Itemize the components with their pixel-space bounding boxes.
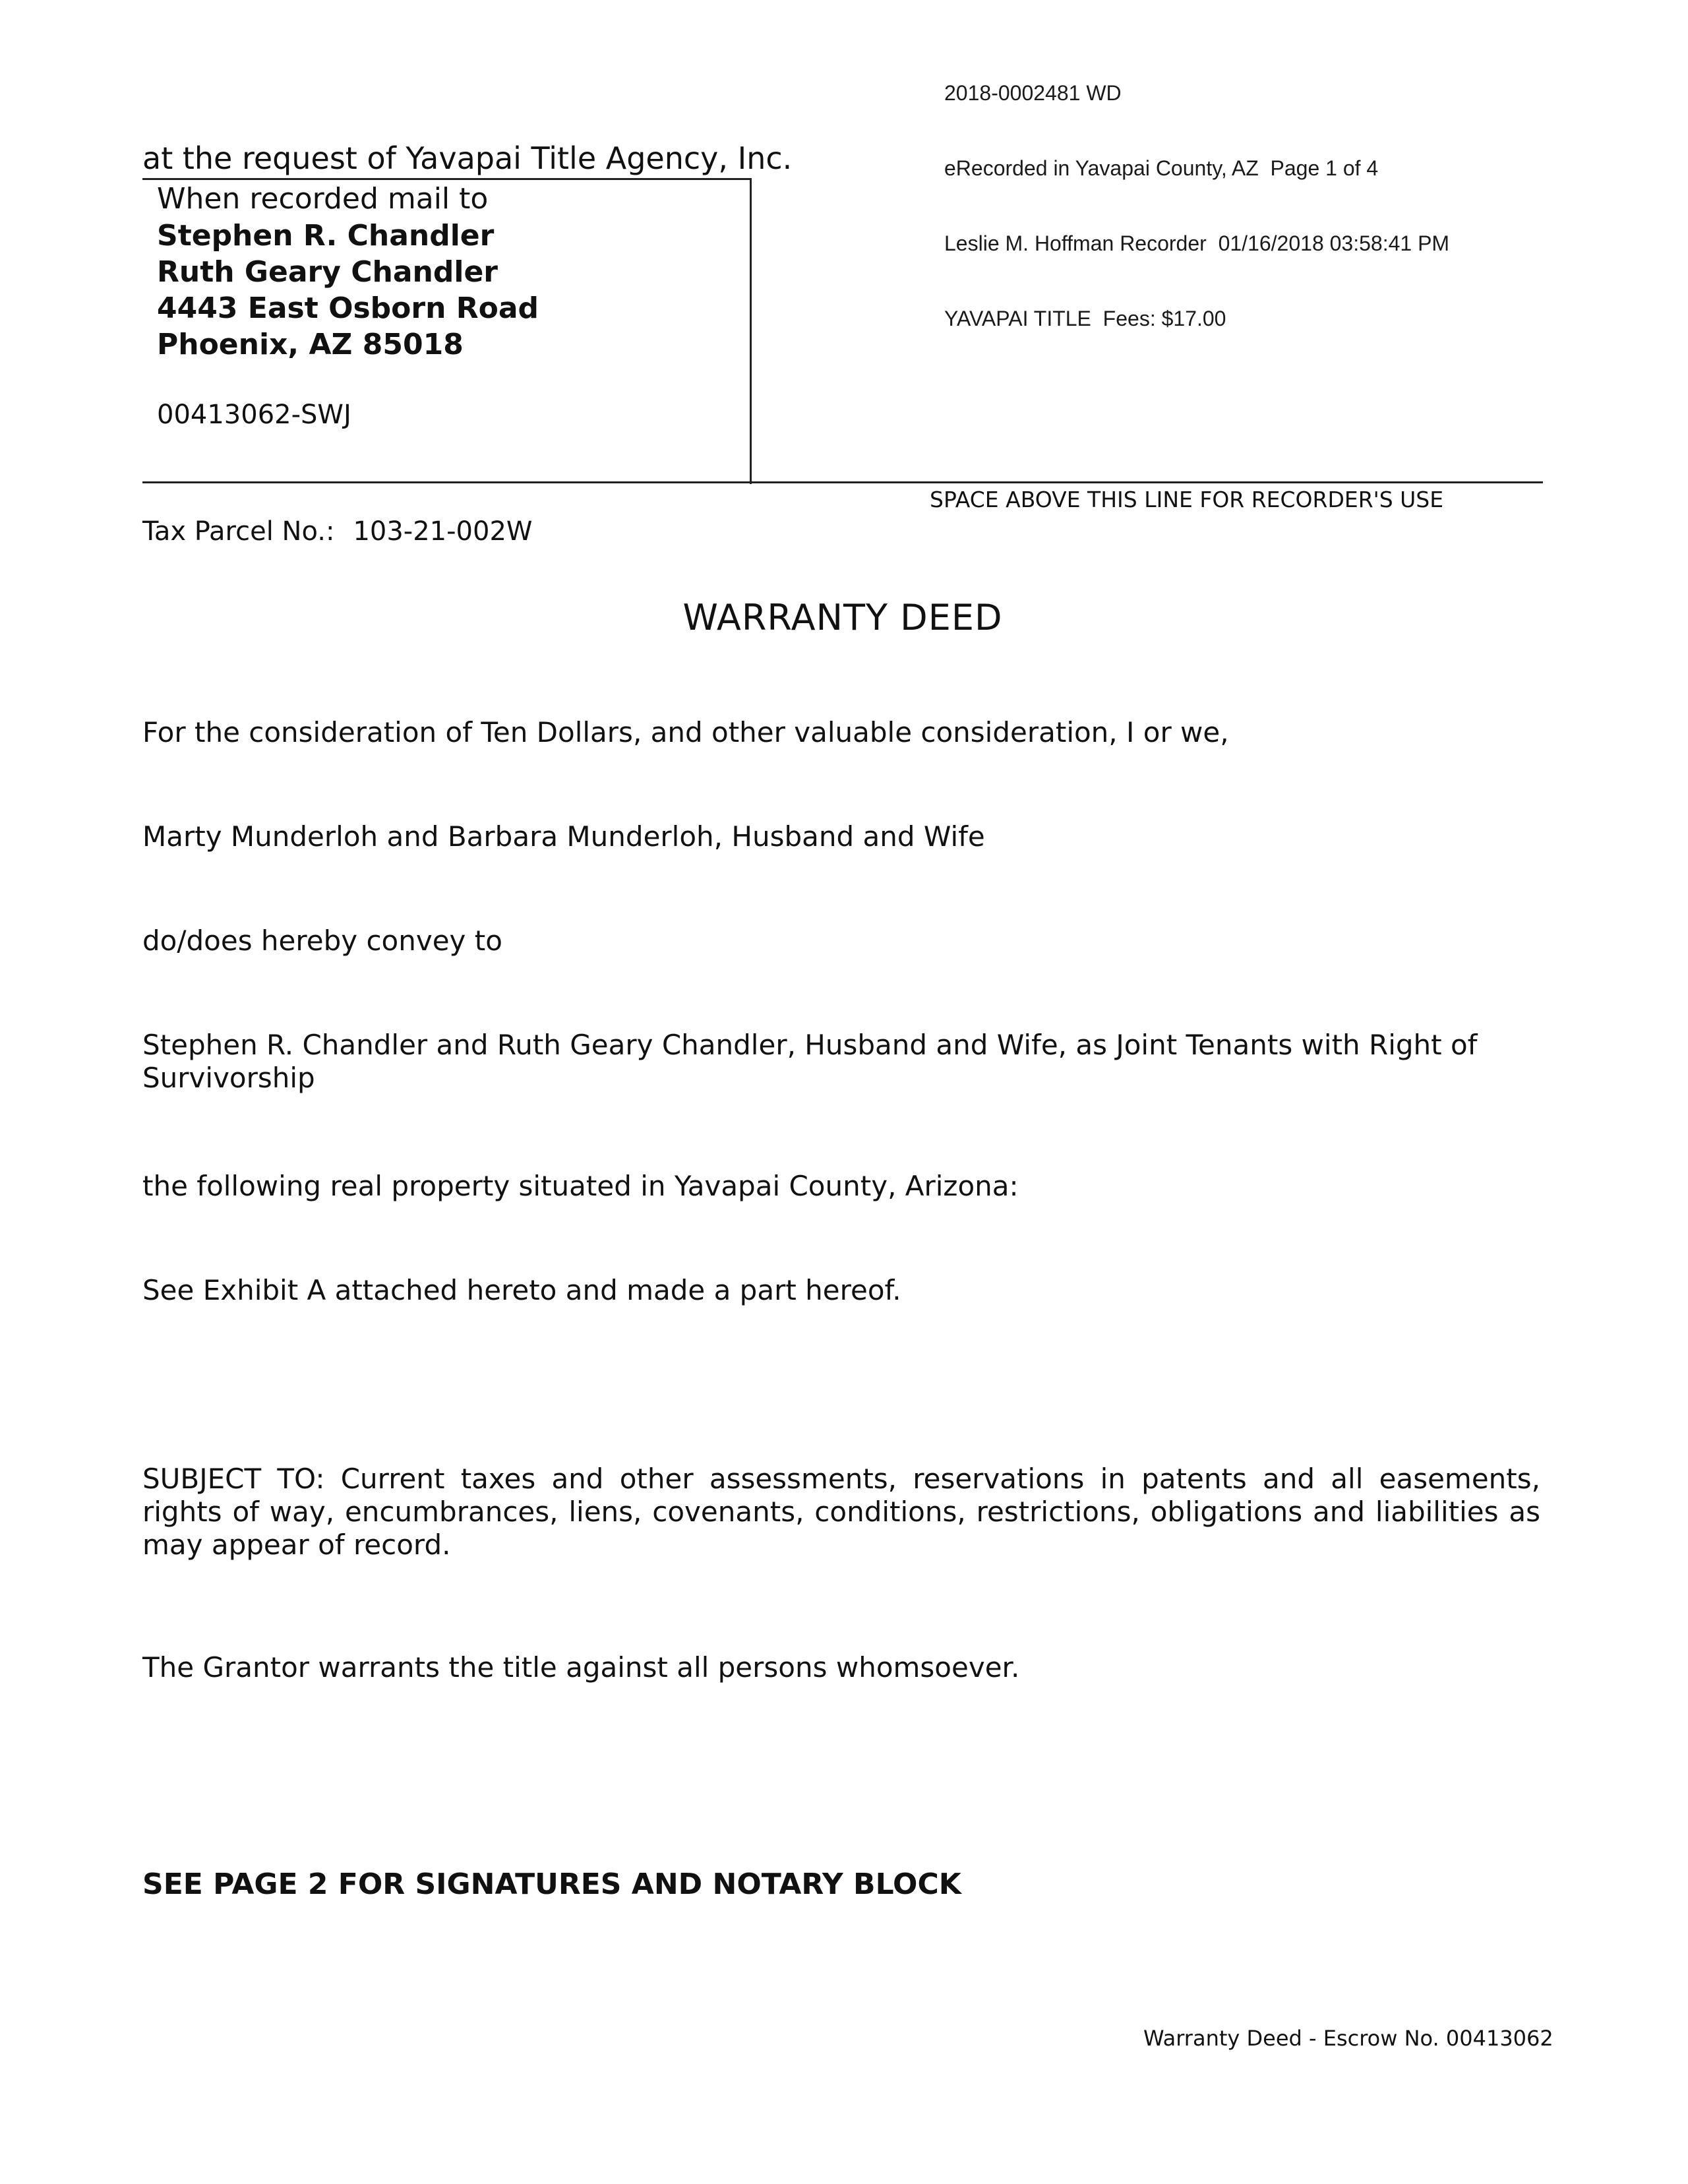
tax-parcel (142, 514, 532, 549)
tax-parcel-value: 103-21-002W (353, 516, 533, 547)
recorder-line: Leslie M. Hoffman Recorder 01/16/2018 03:58:41 PM (944, 231, 1450, 255)
mail-to-name-2: Ruth Geary Chandler (157, 255, 498, 289)
recording-stamp (944, 30, 1449, 356)
tax-parcel-label: Tax Parcel No.: (142, 516, 335, 547)
document-title-text: WARRANTY DEED (682, 597, 1003, 638)
recorder-use-label: SPACE ABOVE THIS LINE FOR RECORDER'S USE (930, 487, 1444, 512)
exhibit-paragraph: See Exhibit A attached hereto and made a part hereof. (142, 1274, 901, 1306)
mail-to-heading: When recorded mail to (157, 182, 489, 216)
mail-to-street: 4443 East Osborn Road (157, 291, 539, 325)
mail-to-name-1: Stephen R. Chandler (157, 219, 495, 253)
mail-to-address (157, 218, 539, 363)
escrow-reference: 00413062-SWJ (157, 400, 351, 430)
grantors-paragraph: Marty Munderloh and Barbara Munderloh, Husband and Wife (142, 820, 985, 853)
document-number: 2018-0002481 WD (944, 81, 1122, 105)
recorded-in-line: eRecorded in Yavapai County, AZ Page 1 of 4 (944, 156, 1379, 180)
mail-to-city: Phoenix, AZ 85018 (157, 328, 464, 361)
document-title (0, 596, 1688, 640)
recorder-use-divider (142, 481, 1543, 483)
request-line: at the request of Yavapai Title Agency, Inc. (142, 140, 793, 176)
signature-note: SEE PAGE 2 FOR SIGNATURES AND NOTARY BLOCK (142, 1867, 961, 1901)
footer-reference: Warranty Deed - Escrow No. 00413062 (1143, 2026, 1553, 2051)
mail-box-top-border (142, 178, 752, 180)
mail-box-right-border (750, 178, 752, 484)
property-intro-paragraph: the following real property situated in Yavapai County, Arizona: (142, 1170, 1019, 1202)
subject-to-paragraph: SUBJECT TO: Current taxes and other assessments, reservations in patents and all easements, rights of way, encumbrances, liens, covenants, conditions, restrictions, obligations and liabilities as may appear of record. (142, 1463, 1540, 1561)
convey-paragraph: do/does hereby convey to (142, 925, 502, 957)
warranty-paragraph: The Grantor warrants the title against all persons whomsoever. (142, 1651, 1020, 1684)
grantees-paragraph: Stephen R. Chandler and Ruth Geary Chandler, Husband and Wife, as Joint Tenants with Right of Survivorship (142, 1029, 1478, 1094)
consideration-paragraph: For the consideration of Ten Dollars, and other valuable consideration, I or we, (142, 716, 1229, 748)
fees-line: YAVAPAI TITLE Fees: $17.00 (944, 307, 1226, 330)
